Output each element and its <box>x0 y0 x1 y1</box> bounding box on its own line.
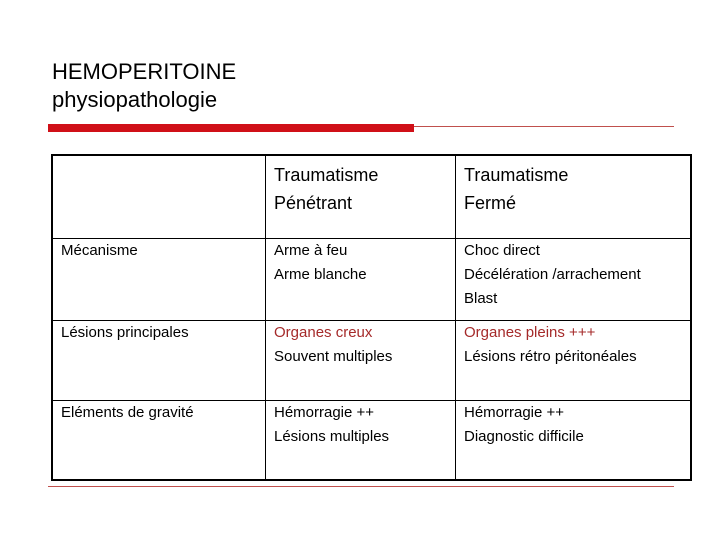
cell-gravite-penetrant <box>266 401 456 480</box>
title-underline-thick <box>48 124 414 132</box>
header-cell-ferme <box>456 156 691 239</box>
title-line-2: physiopathologie <box>52 87 218 112</box>
cell-line: Diagnostic difficile <box>464 428 584 445</box>
header-ferme-line-1: Traumatisme <box>464 165 569 185</box>
cell-line: Arme blanche <box>274 266 367 283</box>
cell-mecanisme-ferme <box>456 239 691 321</box>
cell-lesions-penetrant <box>266 321 456 401</box>
table-header-row <box>53 156 691 239</box>
header-penetrant-line-2: Pénétrant <box>274 193 353 213</box>
footer-rule <box>48 486 674 487</box>
table-row <box>53 401 691 480</box>
cell-gravite-ferme <box>456 401 691 480</box>
cell-line: Arme à feu <box>274 242 348 259</box>
cell-line: Hémorragie ++ <box>274 404 375 421</box>
cell-line: Décélération /arrachement <box>464 266 641 283</box>
cell-line-highlight: Organes pleins +++ <box>464 324 596 341</box>
table-row <box>53 239 691 321</box>
slide-title <box>52 58 236 114</box>
cell-line: Choc direct <box>464 242 540 259</box>
title-underline-thin <box>414 126 674 127</box>
row-label-mecanisme: Mécanisme <box>53 239 266 321</box>
row-label-lesions: Lésions principales <box>53 321 266 401</box>
cell-mecanisme-penetrant <box>266 239 456 321</box>
cell-line-highlight: Organes creux <box>274 324 373 341</box>
header-cell-penetrant <box>266 156 456 239</box>
cell-line: Lésions multiples <box>274 428 390 445</box>
cell-line: Souvent multiples <box>274 348 393 365</box>
table-row <box>53 321 691 401</box>
header-cell-empty <box>53 156 266 239</box>
cell-line: Hémorragie ++ <box>464 404 565 421</box>
title-line-1: HEMOPERITOINE <box>52 59 237 84</box>
header-ferme-line-2: Fermé <box>464 193 517 213</box>
cell-lesions-ferme <box>456 321 691 401</box>
row-label-gravite: Eléments de gravité <box>53 401 266 480</box>
cell-line: Lésions rétro péritonéales <box>464 348 637 365</box>
comparison-table <box>52 155 691 480</box>
header-penetrant-line-1: Traumatisme <box>274 165 379 185</box>
cell-line: Blast <box>464 290 498 307</box>
